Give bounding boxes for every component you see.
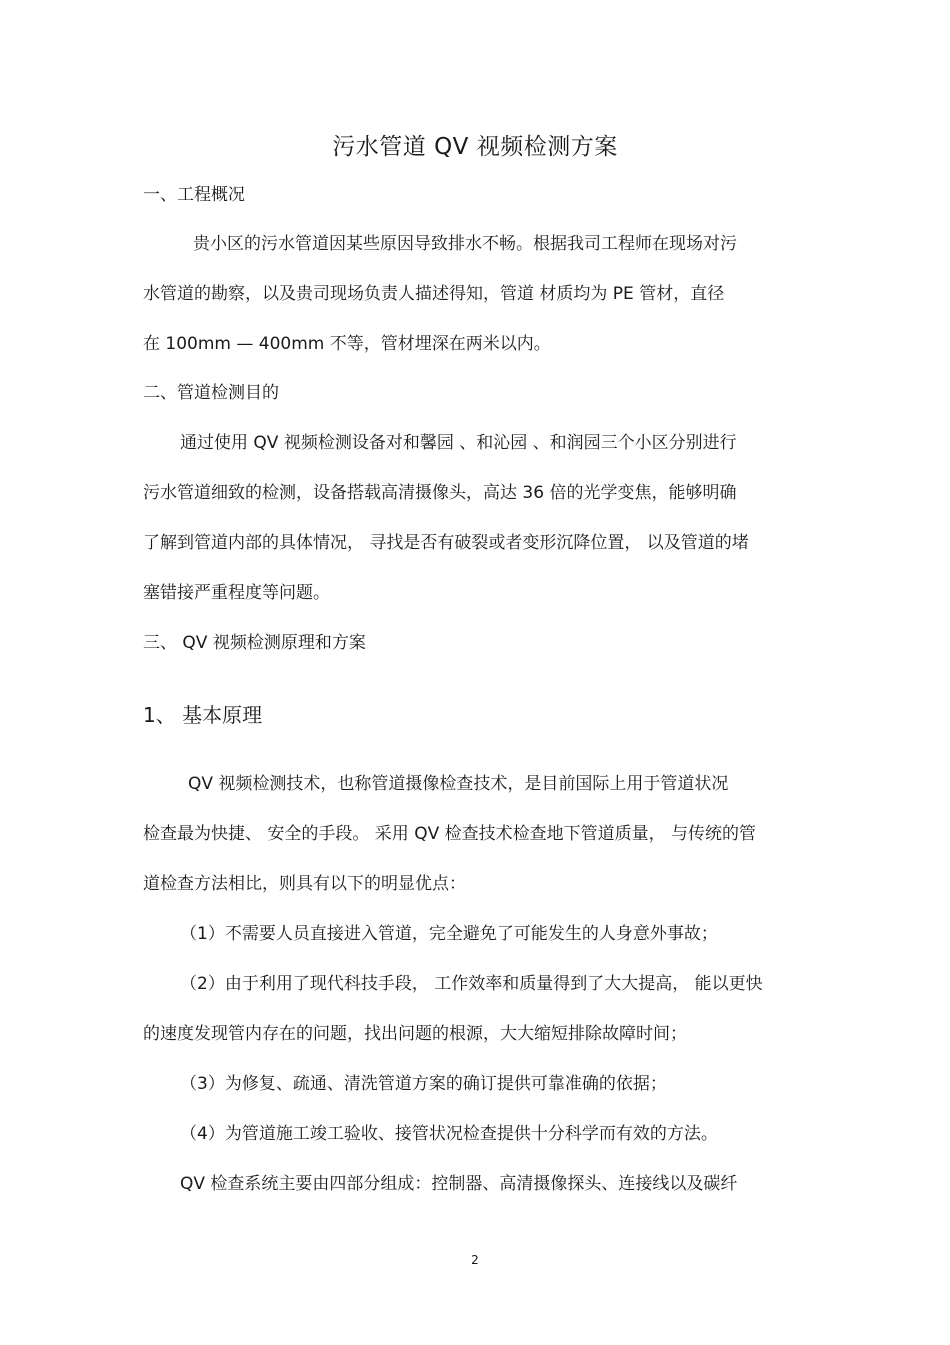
- list-item-continuation: 的速度发现管内存在的问题，找出问题的根源，大大缩短排除故障时间；: [143, 1024, 687, 1044]
- paragraph-line: 水管道的勘察，以及贵司现场负责人描述得知，管道 材质均为 PE 管材，直径: [143, 284, 725, 304]
- paragraph-line: 检查最为快捷、 安全的手段。 采用 QV 检查技术检查地下管道质量， 与传统的管: [143, 824, 757, 844]
- section-heading-purpose: 二、管道检测目的: [143, 383, 279, 403]
- paragraph-line: 塞错接严重程度等问题。: [143, 583, 330, 603]
- paragraph-line: 在 100mm — 400mm 不等，管材埋深在两米以内。: [143, 334, 551, 354]
- section-heading-principle: 三、 QV 视频检测原理和方案: [143, 633, 366, 653]
- subsection-heading-basic-principle: 1、 基本原理: [143, 703, 263, 727]
- document-title: 污水管道 QV 视频检测方案: [332, 134, 618, 160]
- paragraph-line: 通过使用 QV 视频检测设备对和馨园 、和沁园 、和润园三个小区分别进行: [180, 433, 737, 453]
- list-item: （1）不需要人员直接进入管道，完全避免了可能发生的人身意外事故；: [180, 924, 718, 944]
- paragraph-line: QV 视频检测技术，也称管道摄像检查技术，是目前国际上用于管道状况: [188, 774, 729, 794]
- section-heading-overview: 一、工程概况: [143, 185, 245, 205]
- page-number: 2: [471, 1253, 479, 1267]
- paragraph-line: 了解到管道内部的具体情况， 寻找是否有破裂或者变形沉降位置， 以及管道的堵: [143, 533, 749, 553]
- paragraph-line: 污水管道细致的检测，设备搭载高清摄像头，高达 36 倍的光学变焦，能够明确: [143, 483, 737, 503]
- paragraph-line: 道检查方法相比，则具有以下的明显优点：: [143, 874, 466, 894]
- paragraph-line: 贵小区的污水管道因某些原因导致排水不畅。根据我司工程师在现场对污: [193, 234, 737, 254]
- paragraph-line: QV 检查系统主要由四部分组成：控制器、高清摄像探头、连接线以及碳纤: [180, 1174, 738, 1194]
- list-item: （4）为管道施工竣工验收、接管状况检查提供十分科学而有效的方法。: [180, 1124, 718, 1144]
- list-item: （3）为修复、疏通、清洗管道方案的确订提供可靠准确的依据；: [180, 1074, 667, 1094]
- list-item: （2）由于利用了现代科技手段， 工作效率和质量得到了大大提高， 能以更快: [180, 974, 763, 994]
